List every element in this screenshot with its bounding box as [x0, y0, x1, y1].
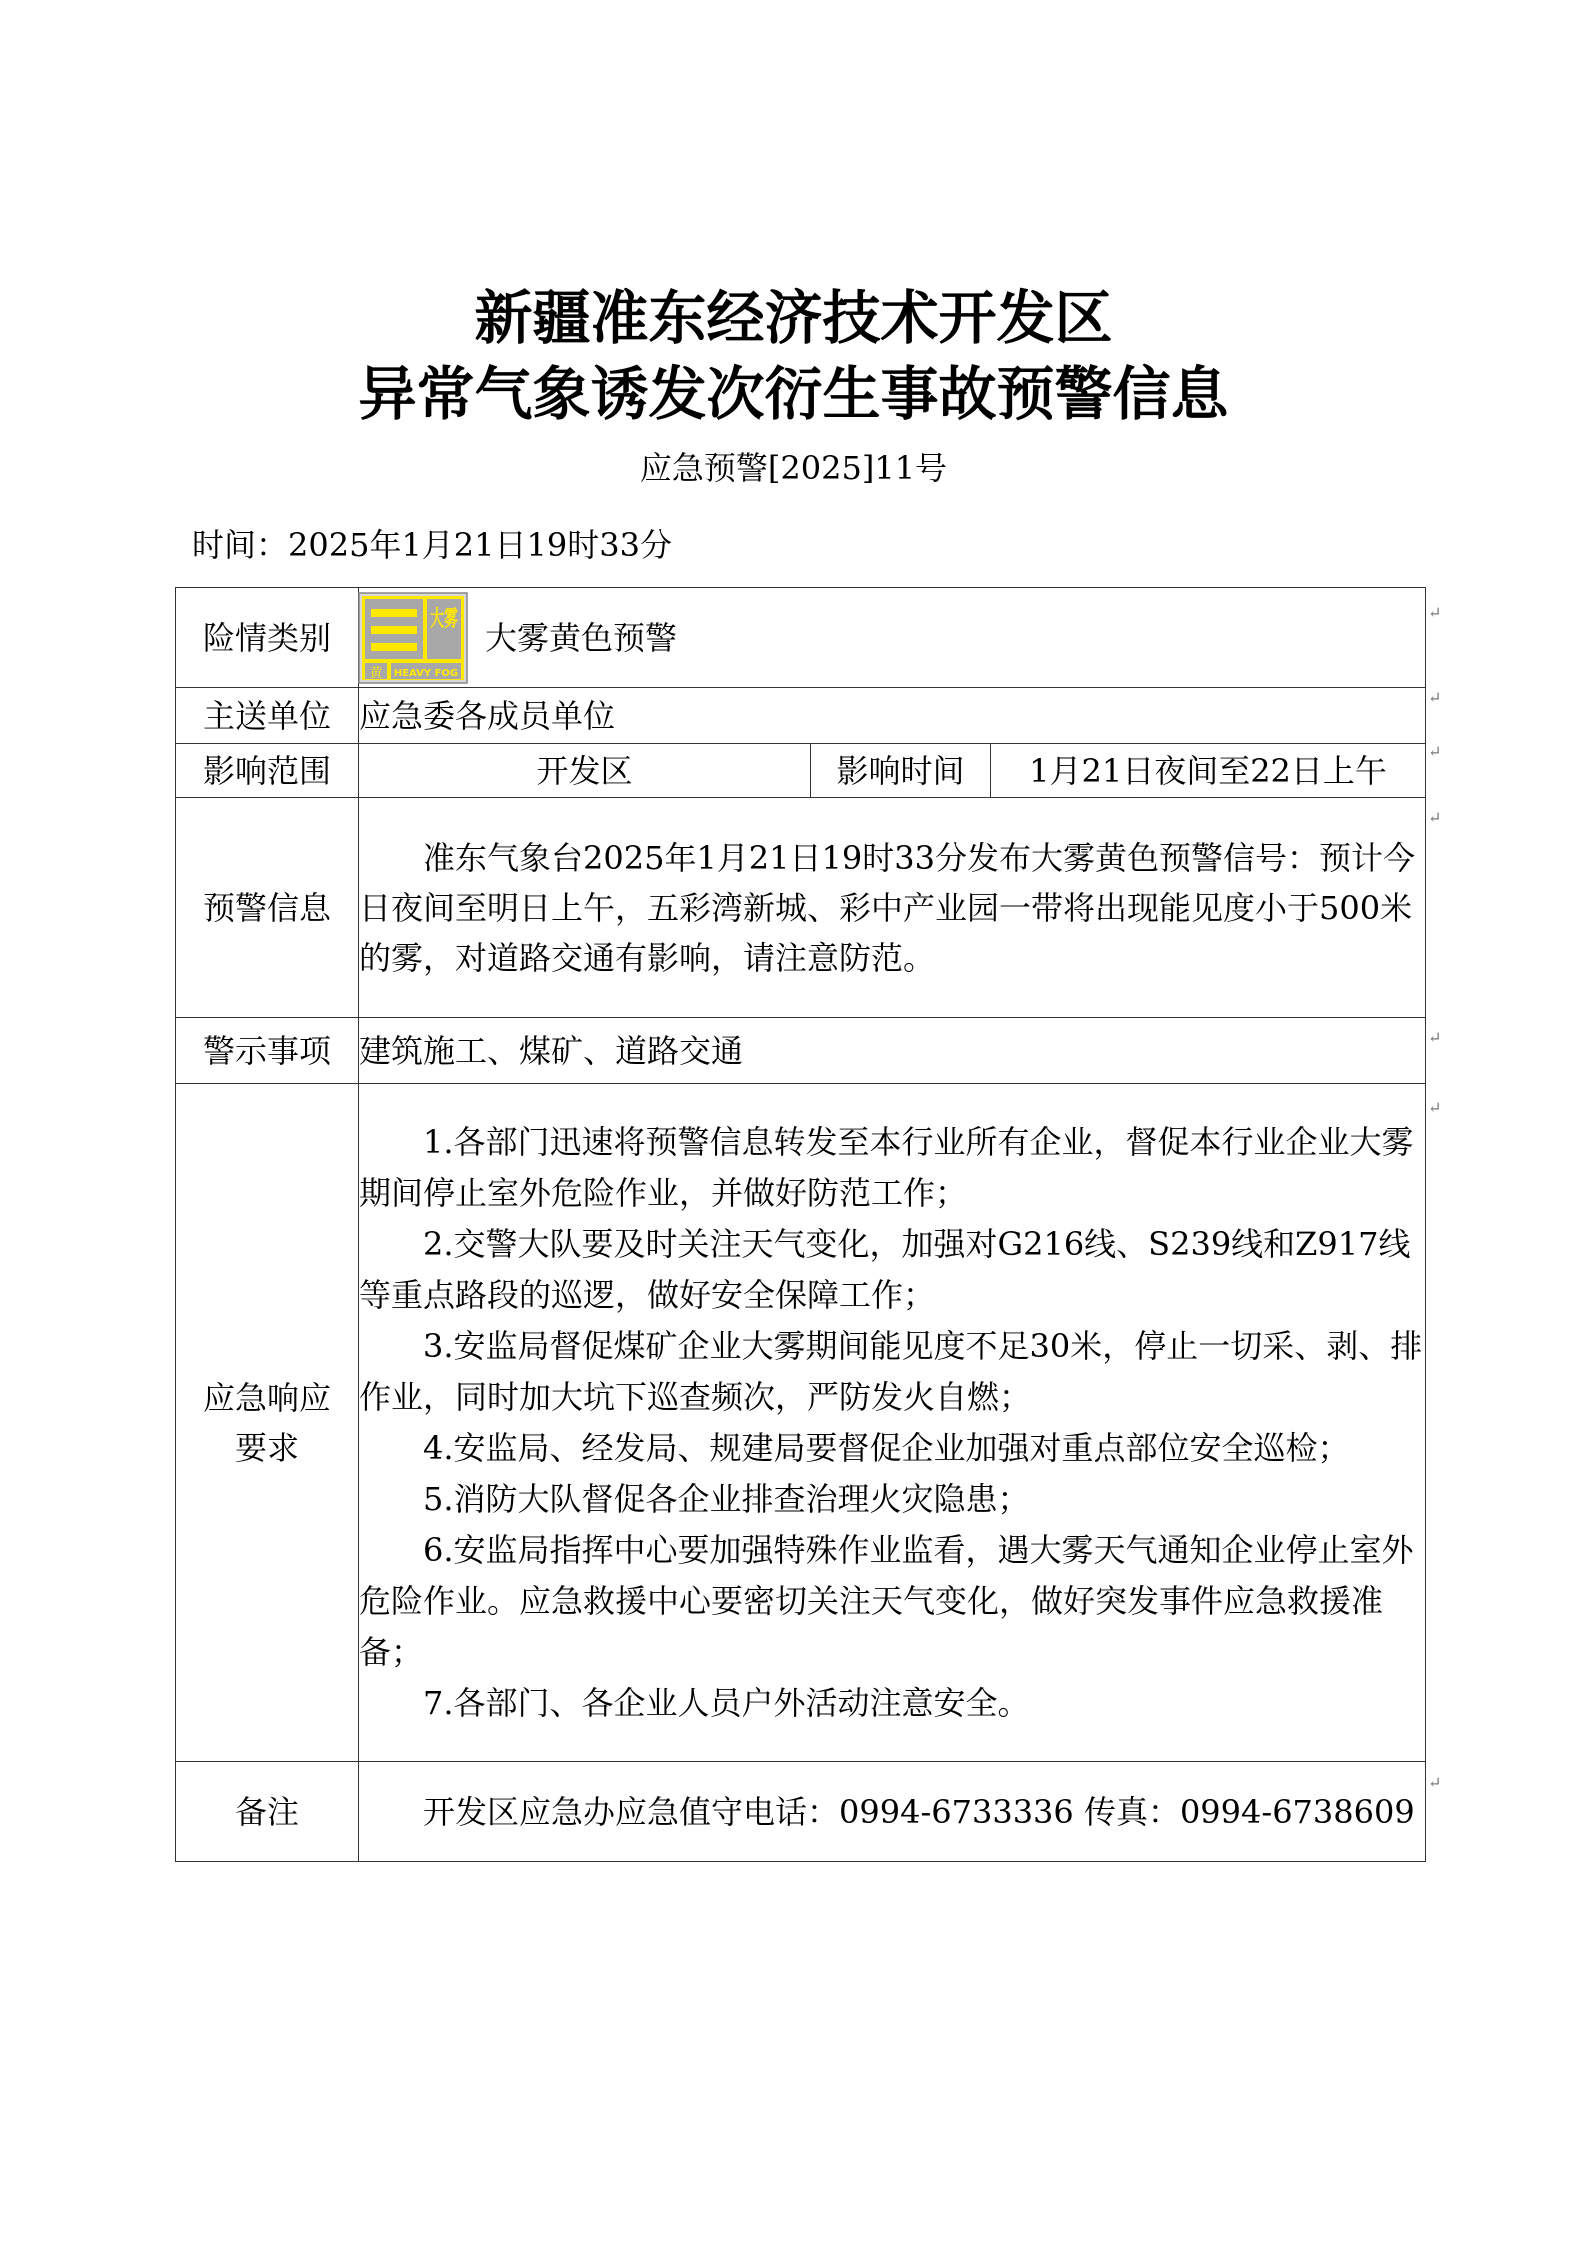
- cell-warning-info: [359, 798, 1426, 1018]
- warning-info-text: 准东气象台2025年1月21日19时33分发布大雾黄色预警信号：预计今日夜间至明日上午，五彩湾新城、彩中产业园一带将出现能见度小于500米的雾，对道路交通有影响，请注意防范。: [359, 838, 1415, 977]
- row-alerts: [176, 1018, 1426, 1084]
- heavy-fog-yellow-signal-icon: [359, 593, 467, 683]
- paragraph-mark-icon: ↵: [1428, 1098, 1442, 1117]
- label-impact-time: 影响时间: [811, 744, 991, 798]
- cell-response: [359, 1084, 1426, 1762]
- response-item: 7.各部门、各企业人员户外活动注意安全。: [423, 1683, 1030, 1722]
- row-recipients: [176, 688, 1426, 744]
- signal-text-main: 大雾: [430, 606, 458, 632]
- paragraph-mark-icon: ↵: [1428, 742, 1442, 761]
- cell-remarks: [359, 1762, 1426, 1862]
- paragraph-mark-icon: ↵: [1428, 688, 1442, 707]
- title-line-2: 异常气象诱发次衍生事故预警信息: [358, 360, 1229, 428]
- paragraph-mark-icon: ↵: [1428, 808, 1442, 827]
- warning-table: [175, 587, 1426, 1862]
- label-response: [176, 1084, 359, 1762]
- row-risk-type: [176, 588, 1426, 688]
- row-warning-info: [176, 798, 1426, 1018]
- row-scope: [176, 744, 1426, 798]
- remarks-value: 开发区应急办应急值守电话：0994-6733336 传真：0994-6738609: [423, 1792, 1415, 1831]
- alerts-value: 建筑施工、煤矿、道路交通: [359, 1018, 1426, 1084]
- paragraph-mark-icon: ↵: [1428, 1773, 1442, 1792]
- response-item: 3.安监局督促煤矿企业大雾期间能见度不足30米，停止一切采、剥、排作业，同时加大坑下巡查频次，严防发火自燃；: [359, 1326, 1423, 1416]
- paragraph-mark-icon: ↵: [1428, 603, 1442, 622]
- response-label-text: 应急响应要求: [202, 1378, 331, 1467]
- risk-type-value: 大雾黄色预警: [485, 618, 678, 657]
- label-recipients: 主送单位: [176, 688, 359, 744]
- response-item: 2.交警大队要及时关注天气变化，加强对G216线、S239线和Z917线等重点路段的巡逻，做好安全保障工作；: [359, 1224, 1411, 1314]
- impact-time-value: 1月21日夜间至22日上午: [991, 744, 1426, 798]
- issue-time: 时间：2025年1月21日19时33分: [192, 526, 672, 564]
- recipients-value: 应急委各成员单位: [359, 688, 1426, 744]
- cell-risk-type: [359, 588, 1426, 688]
- signal-text-en: HEAVY FOG: [393, 667, 459, 679]
- label-scope: 影响范围: [176, 744, 359, 798]
- response-item: 5.消防大队督促各企业排查治理火灾隐患；: [423, 1479, 1030, 1518]
- document-number: 应急预警[2025]11号: [639, 449, 948, 487]
- label-warning-info: 预警信息: [176, 798, 359, 1018]
- response-item: 6.安监局指挥中心要加强特殊作业监看，遇大雾天气通知企业停止室外危险作业。应急救援中心要密切关注天气变化，做好突发事件应急救援准备；: [359, 1530, 1414, 1671]
- scope-value: 开发区: [359, 744, 811, 798]
- signal-text-level: 黄: [369, 665, 383, 681]
- response-item: 1.各部门迅速将预警信息转发至本行业所有企业，督促本行业企业大雾期间停止室外危险作业，并做好防范工作；: [359, 1122, 1414, 1212]
- row-response: [176, 1084, 1426, 1762]
- label-alerts: 警示事项: [176, 1018, 359, 1084]
- label-remarks: 备注: [176, 1762, 359, 1862]
- row-remarks: [176, 1762, 1426, 1862]
- title-line-1: 新疆准东经济技术开发区: [474, 284, 1113, 352]
- label-risk-type: 险情类别: [176, 588, 359, 688]
- response-item: 4.安监局、经发局、规建局要督促企业加强对重点部位安全巡检；: [423, 1428, 1350, 1467]
- paragraph-mark-icon: ↵: [1428, 1028, 1442, 1047]
